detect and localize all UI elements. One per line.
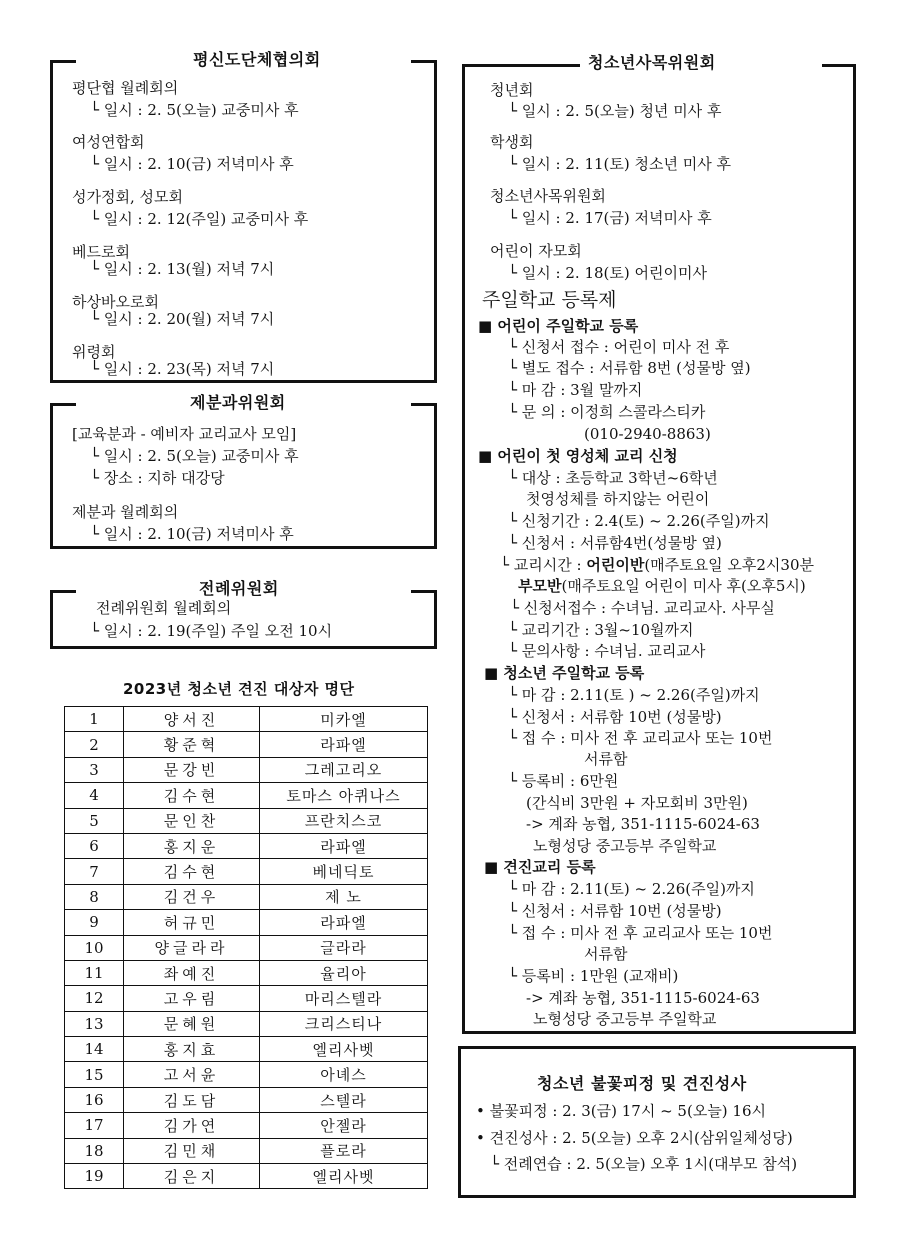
lay-item-0-name: 평단협 월례회의: [72, 79, 179, 97]
roster-baptismal-name: 라파엘: [260, 833, 428, 858]
roster-baptismal-name: 마리스텔라: [260, 986, 428, 1011]
lay-item-3-name: 베드로회: [72, 243, 130, 261]
roster-number: 3: [65, 757, 124, 782]
lay-item-5-name: 위령회: [72, 343, 116, 361]
roster-number: 1: [65, 707, 124, 732]
youth-line-8: └ 일시 : 2. 18(토) 어린이미사: [508, 264, 707, 282]
roster-name: 문인찬: [124, 808, 260, 833]
committees-line-5: └ 일시 : 2. 10(금) 저녁미사 후: [90, 525, 294, 543]
roster-number: 7: [65, 859, 124, 884]
roster-baptismal-name: 토마스 아퀴나스: [260, 783, 428, 808]
roster-name: 고서윤: [124, 1062, 260, 1087]
retreat-box: [458, 1046, 856, 1198]
communion-line-2: 첫영성체를 하지않는 어린이: [526, 490, 710, 508]
lay-item-5-detail: └ 일시 : 2. 23(목) 저녁 7시: [90, 360, 275, 378]
roster-number: 8: [65, 884, 124, 909]
retreat-line-3: └ 전례연습 : 2. 5(오늘) 오후 1시(대부모 참석): [490, 1155, 798, 1173]
roster-baptismal-name: 크리스티나: [260, 1011, 428, 1036]
roster-name: 좌예진: [124, 960, 260, 985]
confirmation-line-6: -> 계좌 농협, 351-1115-6024-63: [526, 989, 760, 1007]
roster-name: 김건우: [124, 884, 260, 909]
roster-title: 2023년 청소년 견진 대상자 명단: [123, 680, 355, 698]
roster-baptismal-name: 미카엘: [260, 707, 428, 732]
table-row: [65, 884, 428, 909]
roster-baptismal-name: 플로라: [260, 1138, 428, 1163]
lay-item-4-detail: └ 일시 : 2. 20(월) 저녁 7시: [90, 310, 275, 328]
table-row: [65, 1011, 428, 1036]
kids-class-time: (매주토요일 오후2시30분: [644, 556, 814, 574]
table-row: [65, 1164, 428, 1189]
youth-school-line-2: └ 신청서 : 서류함 10번 (성물방): [508, 708, 722, 726]
table-row: [65, 1113, 428, 1138]
youth-line-7: 어린이 자모회: [490, 242, 582, 260]
committees-title: 제분과위원회: [190, 393, 286, 412]
youth-line-3: 학생회: [490, 133, 534, 151]
communion-line-5-label: └ 교리시간 :: [500, 556, 587, 574]
youth-school-line-8: 노형성당 중고등부 주일학교: [533, 837, 717, 855]
committees-line-1: [교육분과 - 예비자 교리교사 모임]: [72, 425, 297, 443]
parent-class-label: 부모반: [518, 577, 562, 595]
kids-sunday-school-heading: ■ 어린이 주일학교 등록: [478, 317, 639, 335]
table-row: [65, 960, 428, 985]
confirmation-line-7: 노형성당 중고등부 주일학교: [533, 1010, 717, 1028]
communion-line-9: └ 문의사항 : 수녀님. 교리교사: [508, 642, 706, 660]
retreat-title: 청소년 불꽃피정 및 견진성사: [537, 1074, 747, 1093]
roster-baptismal-name: 글라라: [260, 935, 428, 960]
roster-number: 13: [65, 1011, 124, 1036]
roster-name: 양서진: [124, 707, 260, 732]
communion-line-1: └ 대상 : 초등학교 3학년~6학년: [508, 469, 718, 487]
communion-line-8: └ 교리기간 : 3월~10월까지: [508, 621, 694, 639]
table-row: [65, 986, 428, 1011]
table-row: [65, 757, 428, 782]
roster-baptismal-name: 율리아: [260, 960, 428, 985]
roster-baptismal-name: 엘리사벳: [260, 1164, 428, 1189]
confirmation-class-heading: ■ 견진교리 등록: [484, 858, 596, 876]
kids-class-label: 어린이반: [586, 556, 645, 574]
youth-school-line-7: -> 계좌 농협, 351-1115-6024-63: [526, 815, 760, 833]
roster-number: 4: [65, 783, 124, 808]
roster-number: 17: [65, 1113, 124, 1138]
table-row: [65, 732, 428, 757]
table-row: [65, 833, 428, 858]
youth-ministry-title: 청소년사목위원회: [588, 53, 716, 72]
roster-number: 2: [65, 732, 124, 757]
kids-line-5: (010-2940-8863): [584, 425, 711, 443]
roster-baptismal-name: 라파엘: [260, 732, 428, 757]
communion-line-4: └ 신청서 : 서류함4번(성물방 옆): [508, 534, 722, 552]
confirmation-line-3: └ 접 수 : 미사 전 후 교리교사 또는 10번: [508, 924, 773, 942]
youth-line-4: └ 일시 : 2. 11(토) 청소년 미사 후: [508, 155, 731, 173]
roster-name: 양글라라: [124, 935, 260, 960]
table-row: [65, 910, 428, 935]
liturgy-line-1: 전례위원회 월례회의: [96, 599, 232, 617]
youth-school-line-1: └ 마 감 : 2.11(토 ) ~ 2.26(주일)까지: [508, 686, 760, 704]
confirmation-line-5: └ 등록비 : 1만원 (교재비): [508, 967, 679, 985]
roster-baptismal-name: 아녜스: [260, 1062, 428, 1087]
lay-item-1-detail: └ 일시 : 2. 10(금) 저녁미사 후: [90, 155, 294, 173]
roster-name: 고우림: [124, 986, 260, 1011]
roster-name: 홍지효: [124, 1037, 260, 1062]
roster-number: 16: [65, 1087, 124, 1112]
committees-line-4: 제분과 월례회의: [72, 503, 179, 521]
confirmation-line-1: └ 마 감 : 2.11(토) ~ 2.26(주일)까지: [508, 880, 755, 898]
roster-baptismal-name: 베네딕토: [260, 859, 428, 884]
roster-number: 19: [65, 1164, 124, 1189]
roster-name: 김민채: [124, 1138, 260, 1163]
roster-number: 6: [65, 833, 124, 858]
communion-line-6: [518, 576, 806, 596]
kids-line-3: └ 마 감 : 3월 말까지: [508, 381, 643, 399]
roster-name: 김가연: [124, 1113, 260, 1138]
roster-baptismal-name: 스텔라: [260, 1087, 428, 1112]
lay-item-1-name: 여성연합회: [72, 133, 145, 151]
retreat-line-1: • 불꽃피정 : 2. 3(금) 17시 ~ 5(오늘) 16시: [476, 1102, 767, 1120]
kids-line-4: └ 문 의 : 이정희 스콜라스티카: [508, 403, 706, 421]
kids-line-1: └ 신청서 접수 : 어린이 미사 전 후: [508, 338, 730, 356]
roster-number: 12: [65, 986, 124, 1011]
table-row: [65, 783, 428, 808]
roster-number: 5: [65, 808, 124, 833]
youth-line-5: 청소년사목위원회: [490, 187, 606, 205]
table-row: [65, 707, 428, 732]
youth-line-6: └ 일시 : 2. 17(금) 저녁미사 후: [508, 209, 712, 227]
roster-name: 김도담: [124, 1087, 260, 1112]
roster-name: 김수현: [124, 783, 260, 808]
roster-number: 10: [65, 935, 124, 960]
lay-item-2-detail: └ 일시 : 2. 12(주일) 교중미사 후: [90, 210, 309, 228]
youth-sunday-school-heading: ■ 청소년 주일학교 등록: [484, 664, 645, 682]
roster-baptismal-name: 엘리사벳: [260, 1037, 428, 1062]
youth-school-line-5: └ 등록비 : 6만원: [508, 772, 619, 790]
roster-name: 문강빈: [124, 757, 260, 782]
roster-number: 15: [65, 1062, 124, 1087]
lay-item-3-detail: └ 일시 : 2. 13(월) 저녁 7시: [90, 260, 275, 278]
roster-number: 11: [65, 960, 124, 985]
youth-line-2: └ 일시 : 2. 5(오늘) 청년 미사 후: [508, 102, 722, 120]
roster-name: 김수현: [124, 859, 260, 884]
youth-school-line-6: (간식비 3만원 + 자모회비 3만원): [526, 794, 748, 812]
roster-baptismal-name: 제 노: [260, 884, 428, 909]
first-communion-heading: ■ 어린이 첫 영성체 교리 신청: [478, 447, 678, 465]
roster-name: 홍지운: [124, 833, 260, 858]
roster-baptismal-name: 그레고리오: [260, 757, 428, 782]
roster-table: [64, 706, 428, 1189]
confirmation-line-2: └ 신청서 : 서류함 10번 (성물방): [508, 902, 722, 920]
kids-line-2: └ 별도 접수 : 서류함 8번 (성물방 옆): [508, 359, 751, 377]
youth-school-line-4: 서류함: [584, 750, 628, 768]
table-row: [65, 859, 428, 884]
table-row: [65, 1037, 428, 1062]
youth-line-1: 청년회: [490, 81, 534, 99]
roster-name: 김은지: [124, 1164, 260, 1189]
roster-name: 문혜원: [124, 1011, 260, 1036]
roster-name: 황준혁: [124, 732, 260, 757]
roster-number: 14: [65, 1037, 124, 1062]
committees-line-3: └ 장소 : 지하 대강당: [90, 469, 225, 487]
communion-line-7: └ 신청서접수 : 수녀님. 교리교사. 사무실: [510, 599, 775, 617]
table-row: [65, 1138, 428, 1163]
lay-item-2-name: 성가정회, 성모회: [72, 188, 183, 206]
lay-council-title: 평신도단체협의회: [193, 50, 321, 69]
lay-item-4-name: 하상바오로회: [72, 293, 159, 311]
liturgy-line-2: └ 일시 : 2. 19(주일) 주일 오전 10시: [90, 622, 333, 640]
roster-baptismal-name: 안젤라: [260, 1113, 428, 1138]
roster-baptismal-name: 라파엘: [260, 910, 428, 935]
confirmation-line-4: 서류함: [584, 945, 628, 963]
table-row: [65, 1087, 428, 1112]
table-row: [65, 808, 428, 833]
communion-line-3: └ 신청기간 : 2.4(토) ~ 2.26(주일)까지: [508, 512, 770, 530]
roster-number: 9: [65, 910, 124, 935]
communion-line-5: [500, 555, 814, 575]
roster-baptismal-name: 프란치스코: [260, 808, 428, 833]
youth-school-line-3: └ 접 수 : 미사 전 후 교리교사 또는 10번: [508, 729, 773, 747]
table-row: [65, 935, 428, 960]
roster-name: 허규민: [124, 910, 260, 935]
roster-number: 18: [65, 1138, 124, 1163]
table-row: [65, 1062, 428, 1087]
lay-item-0-detail: └ 일시 : 2. 5(오늘) 교중미사 후: [90, 101, 299, 119]
committees-line-2: └ 일시 : 2. 5(오늘) 교중미사 후: [90, 447, 299, 465]
registration-heading: 주일학교 등록제: [482, 289, 617, 311]
liturgy-title: 전례위원회: [199, 579, 279, 598]
retreat-line-2: • 견진성사 : 2. 5(오늘) 오후 2시(삼위일체성당): [476, 1129, 793, 1147]
parent-class-time: (매주토요일 어린이 미사 후(오후5시): [561, 577, 806, 595]
